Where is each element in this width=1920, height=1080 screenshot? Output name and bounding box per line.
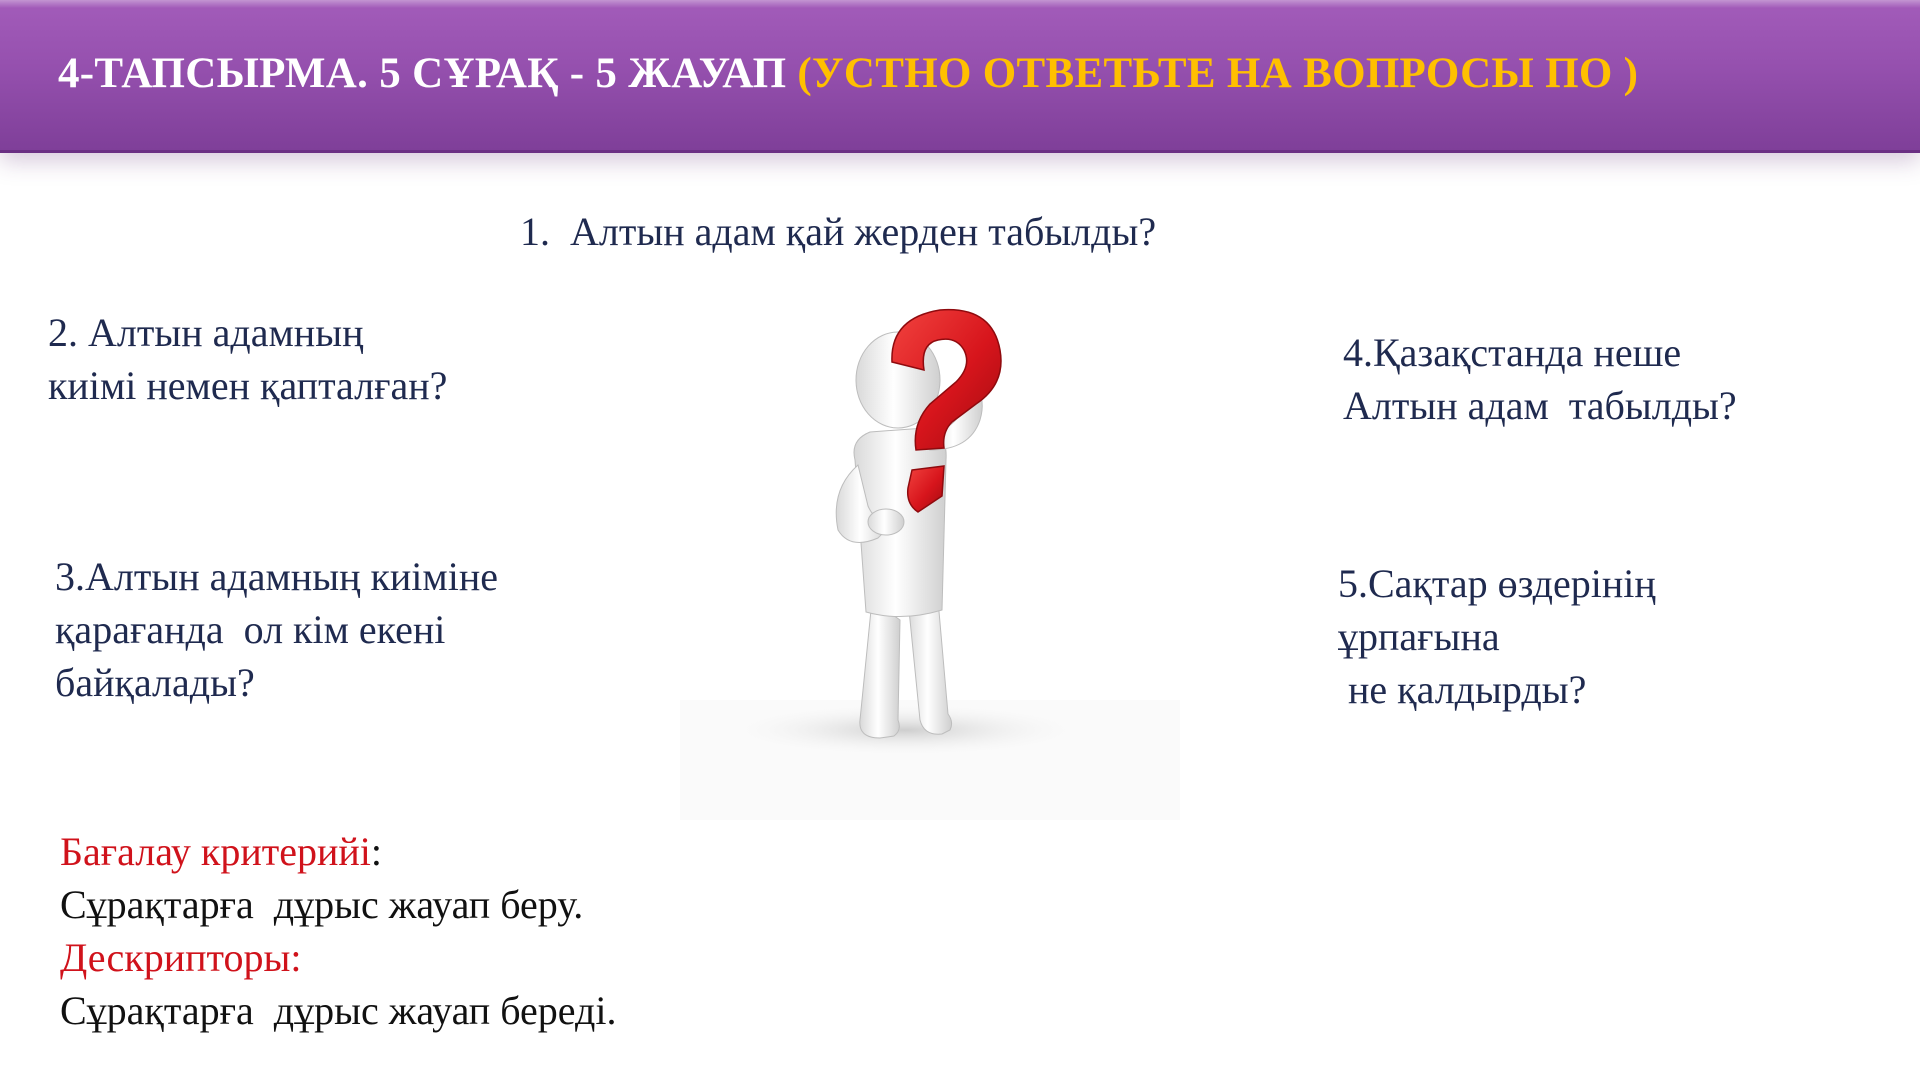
slide-title-highlight: (УСТНО ОТВЕТЬТЕ НА ВОПРОСЫ ПО ) — [797, 50, 1639, 97]
assessment-criteria — [60, 825, 616, 1037]
question-5-line: ұрпағына — [1338, 614, 1500, 659]
question-3-line: қарағанда ол кім екені — [55, 607, 446, 652]
slide-title — [58, 52, 1638, 95]
question-2-line: киімі немен қапталған? — [48, 363, 448, 408]
descriptors-text: Сұрақтарға дұрыс жауап береді. — [60, 988, 617, 1033]
slide-title-main: 4-ТАПСЫРМА. 5 СҰРАҚ - 5 ЖАУАП — [58, 50, 798, 97]
question-4-line: Алтын адам табылды? — [1343, 383, 1737, 428]
criteria-text: Сұрақтарға дұрыс жауап беру. — [60, 882, 584, 927]
question-3 — [55, 550, 498, 709]
title-banner — [0, 0, 1920, 153]
question-5-line: 5.Сақтар өздерінің — [1338, 561, 1656, 606]
question-3-line: 3.Алтын адамның киіміне — [55, 554, 499, 599]
criteria-label: Бағалау критерийі — [60, 829, 371, 874]
criteria-label-colon: : — [370, 829, 383, 874]
question-3-line: байқалады? — [55, 660, 255, 705]
question-5 — [1338, 557, 1656, 716]
question-2 — [48, 306, 447, 412]
question-2-line: 2. Алтын адамның — [48, 310, 364, 355]
criteria-label-line — [60, 825, 616, 878]
person-question-mark-illustration — [680, 300, 1180, 820]
descriptors-label: Дескрипторы: — [60, 935, 302, 980]
question-1-line: 1. Алтын адам қай жерден табылды? — [520, 209, 1157, 254]
question-1 — [520, 205, 1156, 258]
person-question-mark-icon — [680, 300, 1180, 820]
question-4-line: 4.Қазақстанда неше — [1343, 330, 1682, 375]
banner-shine — [0, 0, 1920, 8]
question-4 — [1343, 326, 1737, 432]
question-5-line: не қалдырды? — [1338, 667, 1587, 712]
